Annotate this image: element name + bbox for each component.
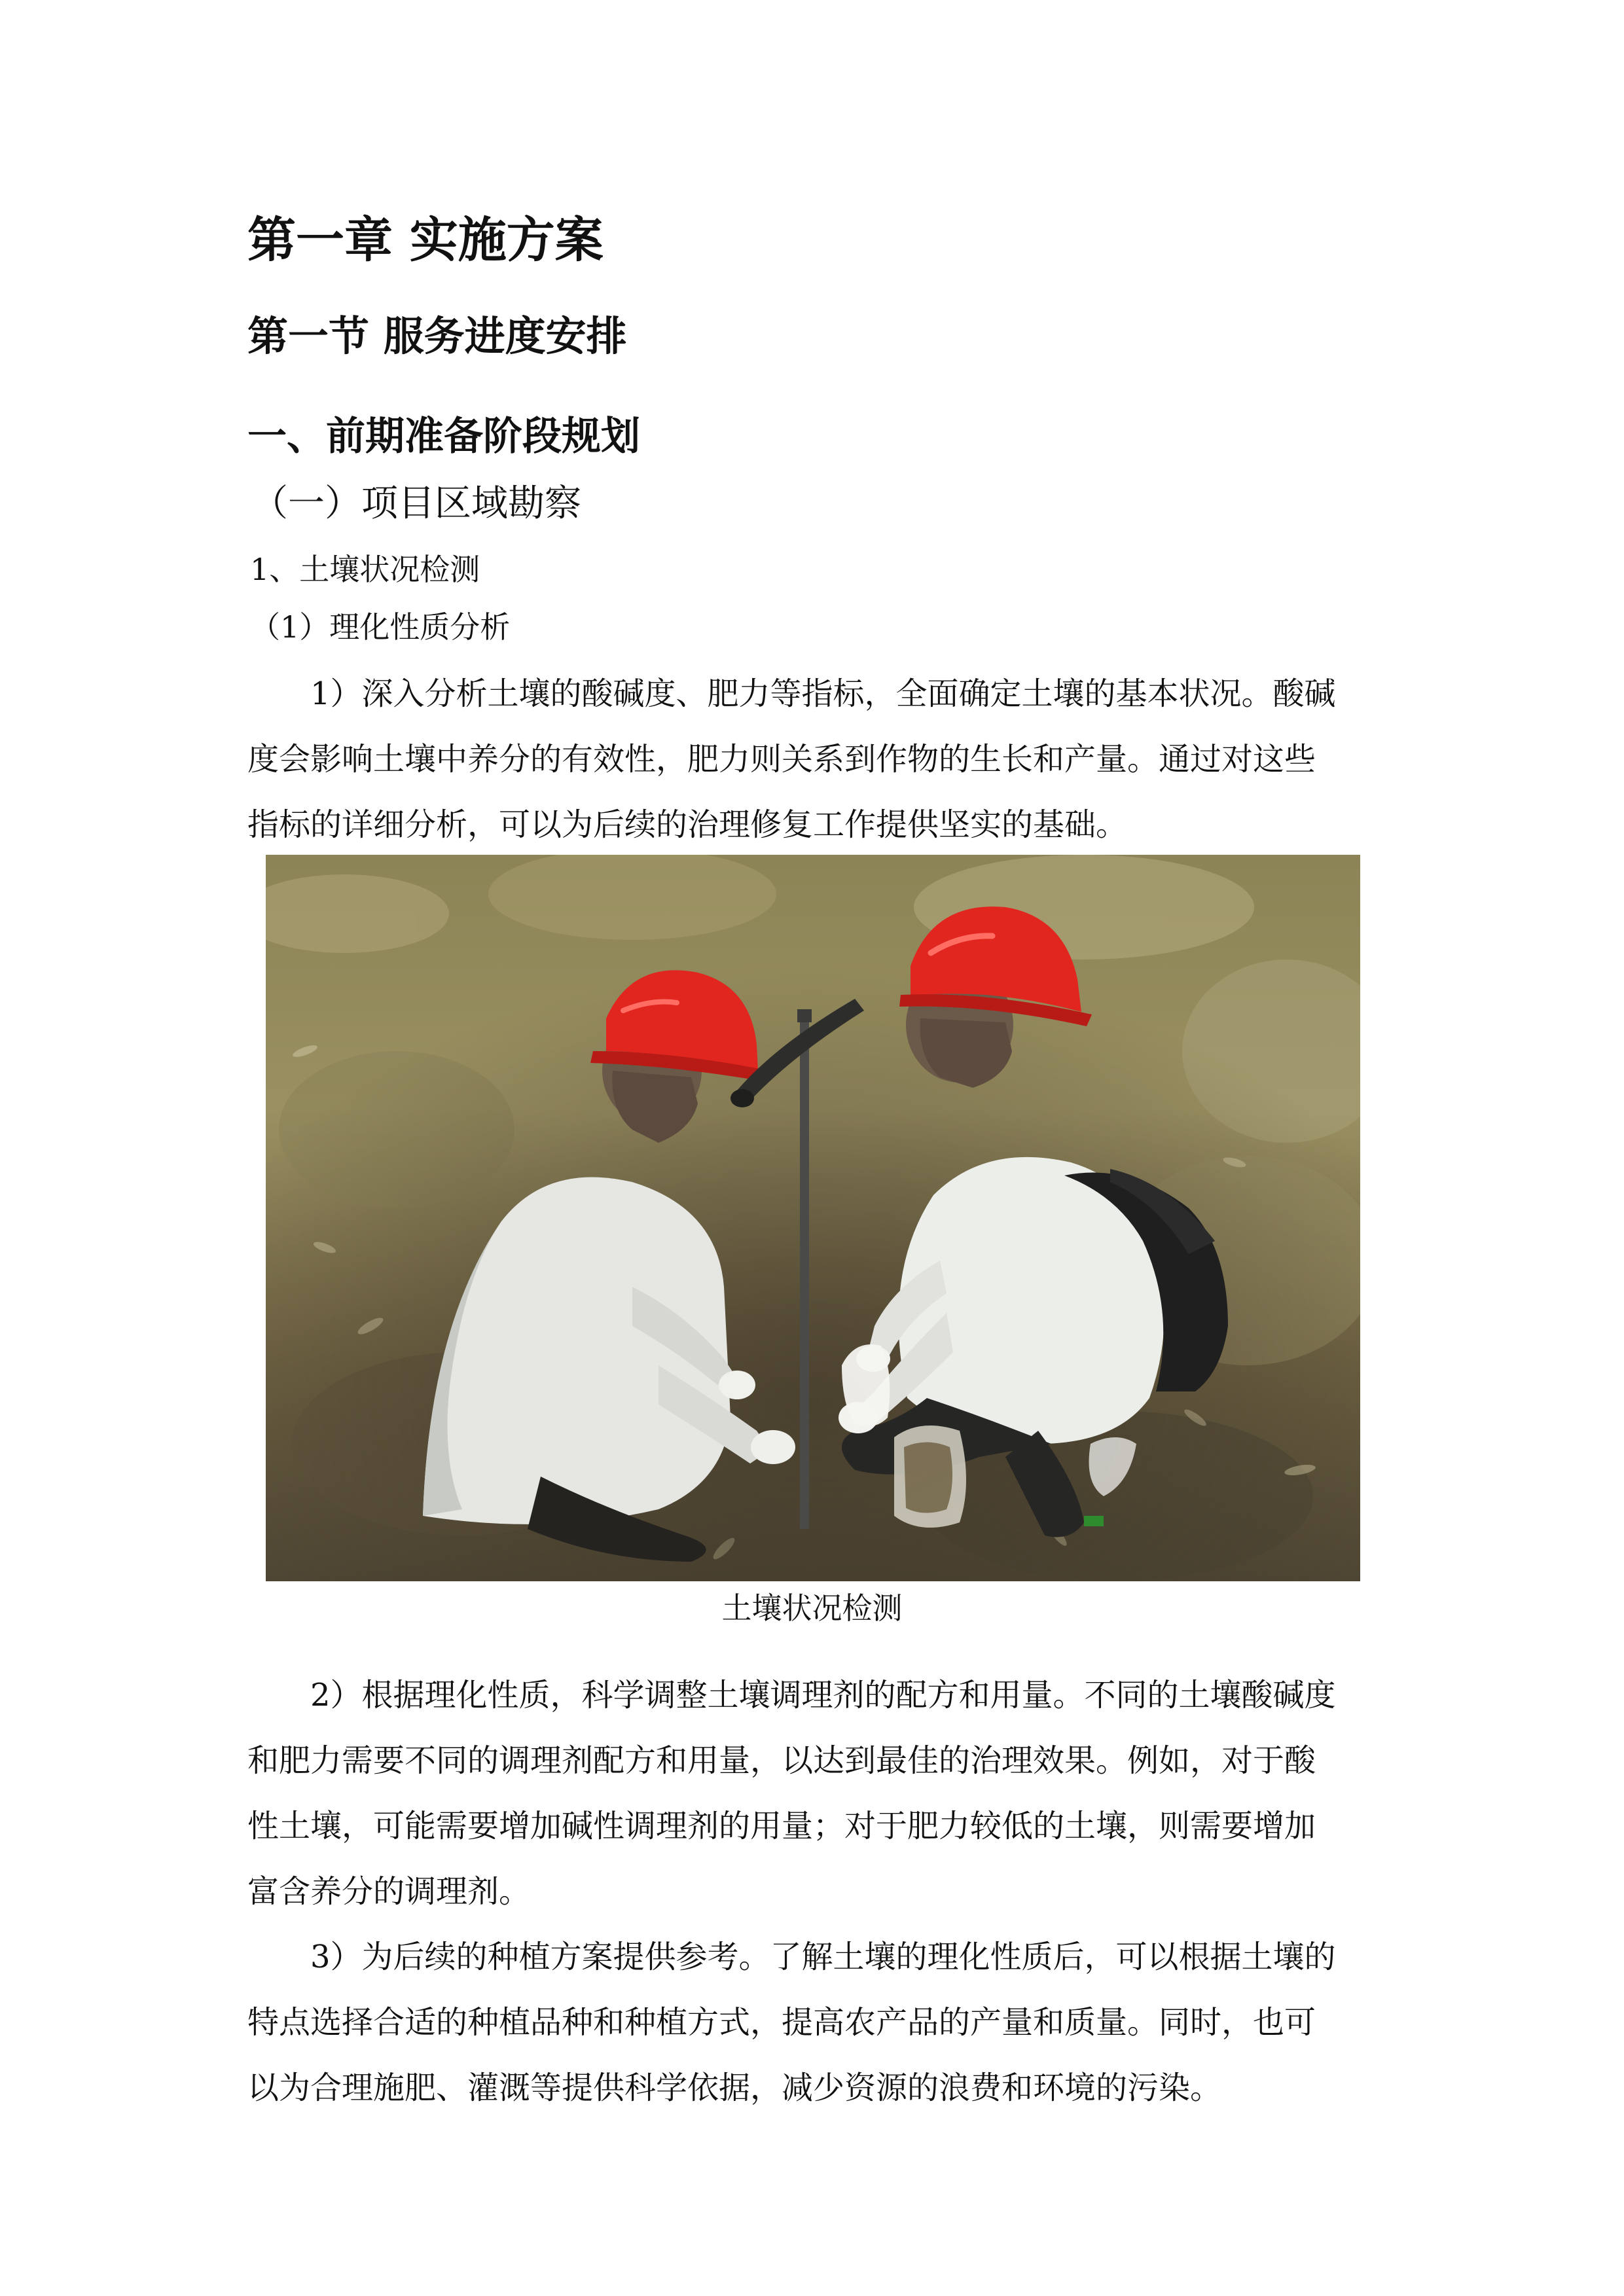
paragraph-3-line: 以为合理施肥、灌溉等提供科学依据，减少资源的浪费和环境的污染。 <box>247 2070 1222 2106</box>
paragraph-1-line: 度会影响土壤中养分的有效性，肥力则关系到作物的生长和产量。通过对这些 <box>247 741 1316 778</box>
paragraph-2-line: 性土壤，可能需要增加碱性调理剂的用量；对于肥力较低的土壤，则需要增加 <box>247 1808 1316 1844</box>
subsection-title: 一、前期准备阶段规划 <box>247 414 640 459</box>
paragraph-3 <box>247 1924 1379 2121</box>
soil-testing-photo <box>266 855 1360 1581</box>
figure-caption: 土壤状况检测 <box>721 1590 903 1626</box>
item-title: 1、土壤状况检测 <box>250 552 480 587</box>
paragraph-2 <box>247 1662 1379 1924</box>
sub-subsection-title: （一）项目区域勘察 <box>251 482 581 525</box>
paragraph-3-line: 特点选择合适的种植品种和种植方式，提高农产品的产量和质量。同时，也可 <box>247 2004 1316 2041</box>
paragraph-1-line: 指标的详细分析，可以为后续的治理修复工作提供坚实的基础。 <box>247 806 1128 843</box>
subitem-title: （1）理化性质分析 <box>250 609 511 645</box>
section-title: 第一节 服务进度安排 <box>247 312 627 360</box>
chapter-title: 第一章 实施方案 <box>247 212 604 268</box>
paragraph-2-line: 2）根据理化性质，科学调整土壤调理剂的配方和用量。不同的土壤酸碱度 <box>310 1677 1336 1713</box>
paragraph-2-line: 和肥力需要不同的调理剂配方和用量，以达到最佳的治理效果。例如，对于酸 <box>247 1742 1316 1779</box>
paragraph-3-line: 3）为后续的种植方案提供参考。了解土壤的理化性质后，可以根据土壤的 <box>310 1939 1336 1975</box>
paragraph-2-line: 富含养分的调理剂。 <box>247 1873 531 1910</box>
paragraph-1 <box>247 661 1379 857</box>
paragraph-1-line: 1）深入分析土壤的酸碱度、肥力等指标，全面确定土壤的基本状况。酸碱 <box>310 675 1336 712</box>
